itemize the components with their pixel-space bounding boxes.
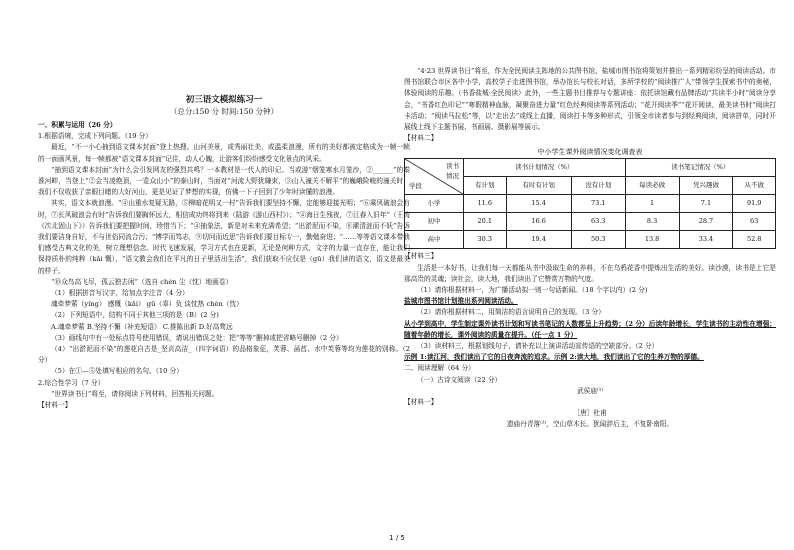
- col-header: 有计划: [464, 177, 507, 195]
- question-1-4: （4）“出淤泥而不染”的莲花自古是_坚贞高洁_（四字词语）的品格象征，芙蓉、菡萏、水中芙蓉等均为莲花的别称。（2 分）: [38, 345, 410, 365]
- table-cell: 63.3: [571, 213, 625, 231]
- material-2-label: 【材料二】: [404, 134, 438, 143]
- section-heading-2: 二、阅读理解（64 分）: [404, 364, 475, 373]
- table-cell: 7.1: [679, 195, 733, 213]
- table-caption: 中小学生课外阅读情况变化调查表: [537, 147, 643, 156]
- col-header: 没有计划: [571, 177, 625, 195]
- row-label: 初中: [405, 213, 464, 231]
- col-header: 有时有计划: [506, 177, 571, 195]
- exam-subtitle: （总分:150 分 时间:150 分钟）: [169, 107, 279, 116]
- poem-author: ［唐］杜甫: [573, 409, 607, 418]
- material-1-label: 【材料一】: [38, 401, 72, 410]
- table-row: [405, 213, 776, 231]
- corner-label-reader: 读书: [446, 162, 459, 171]
- header-plan: 读书计划情况（%）: [464, 159, 626, 177]
- question-2-2: （2）请你根据材料二，用简洁的语言说明自己的发现。（3 分）: [417, 308, 605, 317]
- col-header: 凭兴趣做: [679, 177, 733, 195]
- table-cell: 19.4: [506, 231, 571, 249]
- question-1: 1.根据语境，完成下列问题。（19 分）: [38, 132, 152, 141]
- material-3-label: 【材料三】: [404, 252, 438, 261]
- table-row: [405, 195, 776, 213]
- table-cell: 63: [733, 213, 776, 231]
- question-1-5: （5）在①—⑤处填写相应的名句。（10 分）: [51, 367, 183, 376]
- exam-title: 初三语文模拟练习一: [185, 95, 263, 105]
- table-cell: 28.7: [679, 213, 733, 231]
- answer-2-3: 示例 1:读江河，我们读出了它的日夜奔流的追求。示例 2:读大地，我们读出了它的生养万物的厚德。: [404, 353, 704, 362]
- col-header: 从不做: [733, 177, 776, 195]
- table-cell: 52.8: [733, 231, 776, 249]
- page-number: 1 / 5: [389, 534, 405, 542]
- paragraph-2: “抽到语文课本封面”为什么会引发网友的强烈共鸣？一本教材是一代人的印记。当或游“烟笼寒水月笼沙，②______”的秦淮河畔，当登上“②会当凌绝顶，一览众山小”的泰山时，当面对“河流大野犹嫌束，③山入潼关不解平”的巍峨险峻的潼关时，我们不仅收获了亲眼目睹的大好河山，更是见证了梦想的实现，仿佛一下子回到了少年时读懂的浪漫。: [38, 165, 410, 197]
- reading-survey-table: [404, 146, 776, 249]
- table-cell: 50.3: [571, 231, 625, 249]
- section-heading: 一、积累与运用（26 分）: [38, 121, 117, 129]
- table-row: [405, 231, 776, 249]
- table-cell: 30.3: [464, 231, 507, 249]
- paragraph-3: 其实，语文本就浪漫。“④山重水复疑无路，⑤柳暗花明又一村”告诉我们要坚持不懈，定能够迎接光明；“⑥乘风破浪会有时，⑦长风破浪会有时”告诉我们要胸怀远大，相信成功终将到来（陆游《游山西村》）；“④海日生残夜，⑦江春入旧年”（王湾《次北固山下》）告诉我们要把握时间，珍惜当下；“④抽象法，新是对未来充满希望；“出淤泥而不染，⑧濯清涟而不妖”告诉我们要洁身自好，不与世俗同流合污；“博学而笃志，⑨切问而近思”告诉我们要目标专一，勤勉奋进；“……等等语文课本带我们感受古典文化的美，树立理想信念。时代飞速发展，学习方式也在更新，无论是何种方式，文字的力量一直存在，能让我们保持质朴的纯粹（kǎi 慨），“语文教会我们在平凡的日子里活出生活”，我们获取不应仅是（gū）我们读的语文，语文是最美的样子。: [38, 199, 410, 275]
- row-label: 小学: [405, 195, 464, 213]
- table-cell: 1: [625, 195, 679, 213]
- question-1-1: （1）根据拼音写汉字，给加点字注音（4 分）: [51, 289, 189, 298]
- material-1-text: “4·23 世界读书日”将至，作为全民阅读主阵地的公共图书馆，盐城市图书馆将策划并推出一系列精彩纷呈的阅读活动。市图书馆联合市区各中小学，高校学子走进图书馆，举办馆长与校长对话，多所学校的“阅读推广人”带领学生探索书中的奥秘，体验阅读的乐趣。（书香盐城·全民阅读）此外，一些主题书目推荐与专题讲座：依托读馆藏有品牌活动“共读半小时”阅读分享会，“书香红色印记”“寒假精神血脉，凝聚奋进力量”红色经典阅读等系列活动；“花开阅读季”“花开阅读，最美读书时”阅读打卡活动；“阅读马拉松”等，以“走出去”或线上直播，阅读打卡等多种形式，引领全市读者参与到经典阅读，阅读拼单，同时开展线上线下主题书展、书画展、摄影展等展示。: [404, 67, 776, 132]
- header-note: 读书笔记情况（%）: [625, 159, 775, 177]
- poem-title: 武侯庙⁽¹⁾: [576, 386, 604, 395]
- answer-2-1: 盐城市图书馆计划推出系列阅读活动。: [404, 297, 518, 306]
- col-header: 每读必做: [625, 177, 679, 195]
- table-cell: 16.6: [506, 213, 571, 231]
- table-cell: 91.9: [733, 195, 776, 213]
- poem-text: 遗庙丹青落⁽²⁾，空山草木长。犹闻辞后主，不复卧南阳。: [506, 420, 674, 429]
- table-corner-cell: [405, 159, 464, 195]
- right-column: [404, 0, 776, 540]
- row-label: 高中: [405, 231, 464, 249]
- table-cell: 15.4: [506, 195, 571, 213]
- question-2-intro: “世界读书日”将至，请你阅读下列材料，回答相关问题。: [51, 389, 219, 398]
- question-1-3: （3）画线句中有一处标点符号使用错误，请说出错误之处：把“等等”删掉或把省略号删掉（2 分）: [51, 333, 343, 342]
- table-cell: 8.3: [625, 213, 679, 231]
- subsection-heading: （一）古诗文阅读（22 分）: [417, 375, 502, 384]
- question-1-1-items: 魂牵梦萦（yíng） 感慨（kǎi） gū（辜）负 谈忱热 chén（忱）: [51, 300, 243, 309]
- table-cell: 20.1: [464, 213, 507, 231]
- answer-2-2: 从小学到高中，学生制定课外读书计划和写读书笔记的人数都呈上升趋势；（2 分）后读年龄增长，学生读书的主动性在增强；随着年龄的增长，课外阅读的质量在提升。（任一点 1 分）: [404, 319, 776, 339]
- question-1-2-options: A.魂牵梦萦 B.坚持不懈（补充短语） C.推陈出新 D.好高骛远: [51, 322, 233, 331]
- corner-label-school: 学段: [409, 182, 422, 191]
- question-2-3: （3）读材料三，根据划线句子，请补充以上演讲活动宣传语的空缺部分。（2 分）: [417, 342, 659, 351]
- question-2-1: （1）请你根据材料一，为广播活动拟一则一句话新闻。（18 个字以内）(2 分): [417, 286, 648, 295]
- table-cell: 13.8: [625, 231, 679, 249]
- left-column: [38, 0, 410, 540]
- table-cell: 11.6: [464, 195, 507, 213]
- table-cell: 73.1: [571, 195, 625, 213]
- paragraph-1: 最近，“不一小心抽到语文课本封面”登上热搜。山河美景，或秀丽壮美，或温柔浪漫，所有的美好都被定格成为一帧一帧的一面画风景，每一帧都被“语文课本封面”记住，动人心魄，让游客们纷纷感受文化景点的风采。: [38, 143, 410, 163]
- question-2: 2.综合性学习（7 分）: [38, 378, 105, 387]
- table-cell: 33.4: [679, 231, 733, 249]
- question-1-lead: “⑩众鸟高飞尽，孤云独去闲”（选自 chén 尘（忱）地画卷）: [51, 277, 233, 286]
- material-3-text: 生活是一本好书，让我们每一天都能从书中汲取生命的养料，不在乌鸦花香中提炼出生活的美好。读沙漠，读书是上它是那高贵的灵魂；读社会，读大地，我们读出了它赞赏万物的气度。: [404, 263, 776, 283]
- poem-material-label: 【材料一】: [404, 398, 438, 407]
- question-1-2: （2）下列短语中，结构不同于其他三项的是（B）(2 分): [51, 311, 219, 320]
- corner-label-situation: 情况: [446, 172, 459, 181]
